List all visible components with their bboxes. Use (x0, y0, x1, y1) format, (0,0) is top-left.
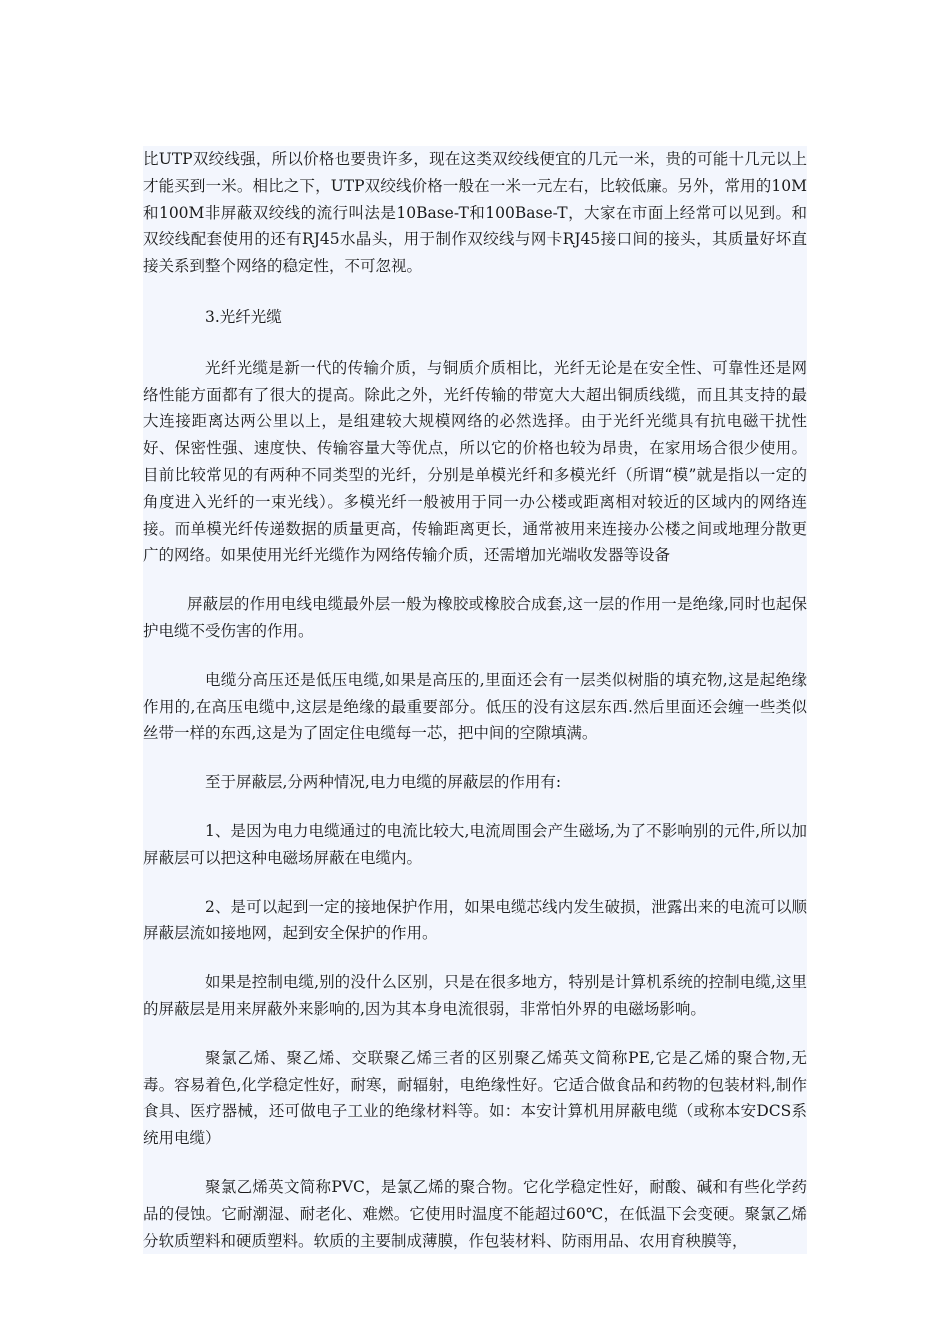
paragraph-spacer (143, 280, 807, 304)
paragraph-pvc: 聚氯乙烯英文简称PVC，是氯乙烯的聚合物。它化学稳定性好，耐酸、碱和有些化学药品的侵蚀。它耐潮湿、耐老化、难燃。它使用时温度不能超过60℃，在低温下会变硬。聚氯乙烯分软质塑料和硬质塑料。软质的主要制成薄膜，作包装材料、防雨用品、农用育秧膜等， (143, 1177, 807, 1250)
paragraph-spacer (143, 1152, 807, 1174)
list-item-2: 2、是可以起到一定的接地保护作用，如果电缆芯线内发生破损，泄露出来的电流可以顺屏蔽层流如接地网，起到安全保护的作用。 (143, 897, 807, 943)
paragraph-shield-cases: 至于屏蔽层,分两种情况,电力电缆的屏蔽层的作用有: (205, 773, 562, 792)
paragraph-spacer (143, 645, 807, 667)
paragraph-utp-price: 比UTP双绞线强，所以价格也要贵许多，现在这类双绞线便宜的几元一米，贵的可能十几元以上才能买到一米。相比之下，UTP双绞线价格一般在一米一元左右，比较低廉。另外，常用的10M和100M非屏蔽双绞线的流行叫法是10Base-T和100Base-T，大家在市面上经常可以见到。和双绞线配套使用的还有RJ45水晶头，用于制作双绞线与网卡RJ45接口间的接头，其质量好坏直接关系到整个网络的稳定性，不可忽视。 (143, 150, 807, 276)
section-heading-fiber: 3.光纤光缆 (205, 307, 282, 326)
paragraph-spacer (143, 872, 807, 894)
paragraph-spacer (143, 569, 807, 591)
paragraph-fiber-cable: 光纤光缆是新一代的传输介质，与铜质介质相比，光纤无论是在安全性、可靠性还是网络性能方面都有了很大的提高。除此之外，光纤传输的带宽大大超出铜质线缆，而且其支持的最大连接距离达两公里以上，是组建较大规模网络的必然选择。由于光纤光缆具有抗电磁干扰性好、保密性强、速度快、传输容量大等优点，所以它的价格也较为昂贵，在家用场合很少使用。目前比较常见的有两种不同类型的光纤，分别是单模光纤和多模光纤（所谓“模”就是指以一定的角度进入光纤的一束光线）。多模光纤一般被用于同一办公楼或距离相对较近的区域内的网络连接。而单模光纤传递数据的质量更高，传输距离更长，通常被用来连接办公楼之间或地理分散更广的网络。如果使用光纤光缆作为网络传输介质，还需增加光端收发器等设备 (143, 358, 807, 565)
paragraph-pe: 聚氯乙烯、聚乙烯、交联聚乙烯三者的区别聚乙烯英文简称PE,它是乙烯的聚合物,无毒。容易着色,化学稳定性好，耐寒，耐辐射，电绝缘性好。它适合做食品和药物的包装材料,制作食具、医疗器械，还可做电子工业的绝缘材料等。如：本安计算机用屏蔽电缆（或称本安DCS系统用电缆） (143, 1048, 807, 1148)
paragraph-spacer (143, 947, 807, 969)
paragraph-control-cable: 如果是控制电缆,别的没什么区别，只是在很多地方，特别是计算机系统的控制电缆,这里的屏蔽层是用来屏蔽外来影响的,因为其本身电流很弱，非常怕外界的电磁场影响。 (143, 973, 807, 1018)
document-body (143, 146, 807, 1254)
paragraph-spacer (143, 796, 807, 818)
paragraph-spacer (143, 747, 807, 769)
paragraph-spacer (143, 331, 807, 355)
paragraph-voltage: 电缆分高压还是低压电缆,如果是高压的,里面还会有一层类似树脂的填充物,这是起绝缘作用的,在高压电缆中,这层是绝缘的最重要部分。低压的没有这层东西.然后里面还会缠一些类似丝带一样的东西,这是为了固定住电缆每一芯，把中间的空隙填满。 (143, 670, 807, 743)
list-item-1: 1、是因为电力电缆通过的电流比较大,电流周围会产生磁场,为了不影响别的元件,所以加屏蔽层可以把这种电磁场屏蔽在电缆内。 (143, 821, 807, 867)
paragraph-shield-layer: 屏蔽层的作用电线电缆最外层一般为橡胶或橡胶合成套,这一层的作用一是绝缘,同时也起保护电缆不受伤害的作用。 (143, 595, 807, 640)
paragraph-spacer (143, 1023, 807, 1045)
